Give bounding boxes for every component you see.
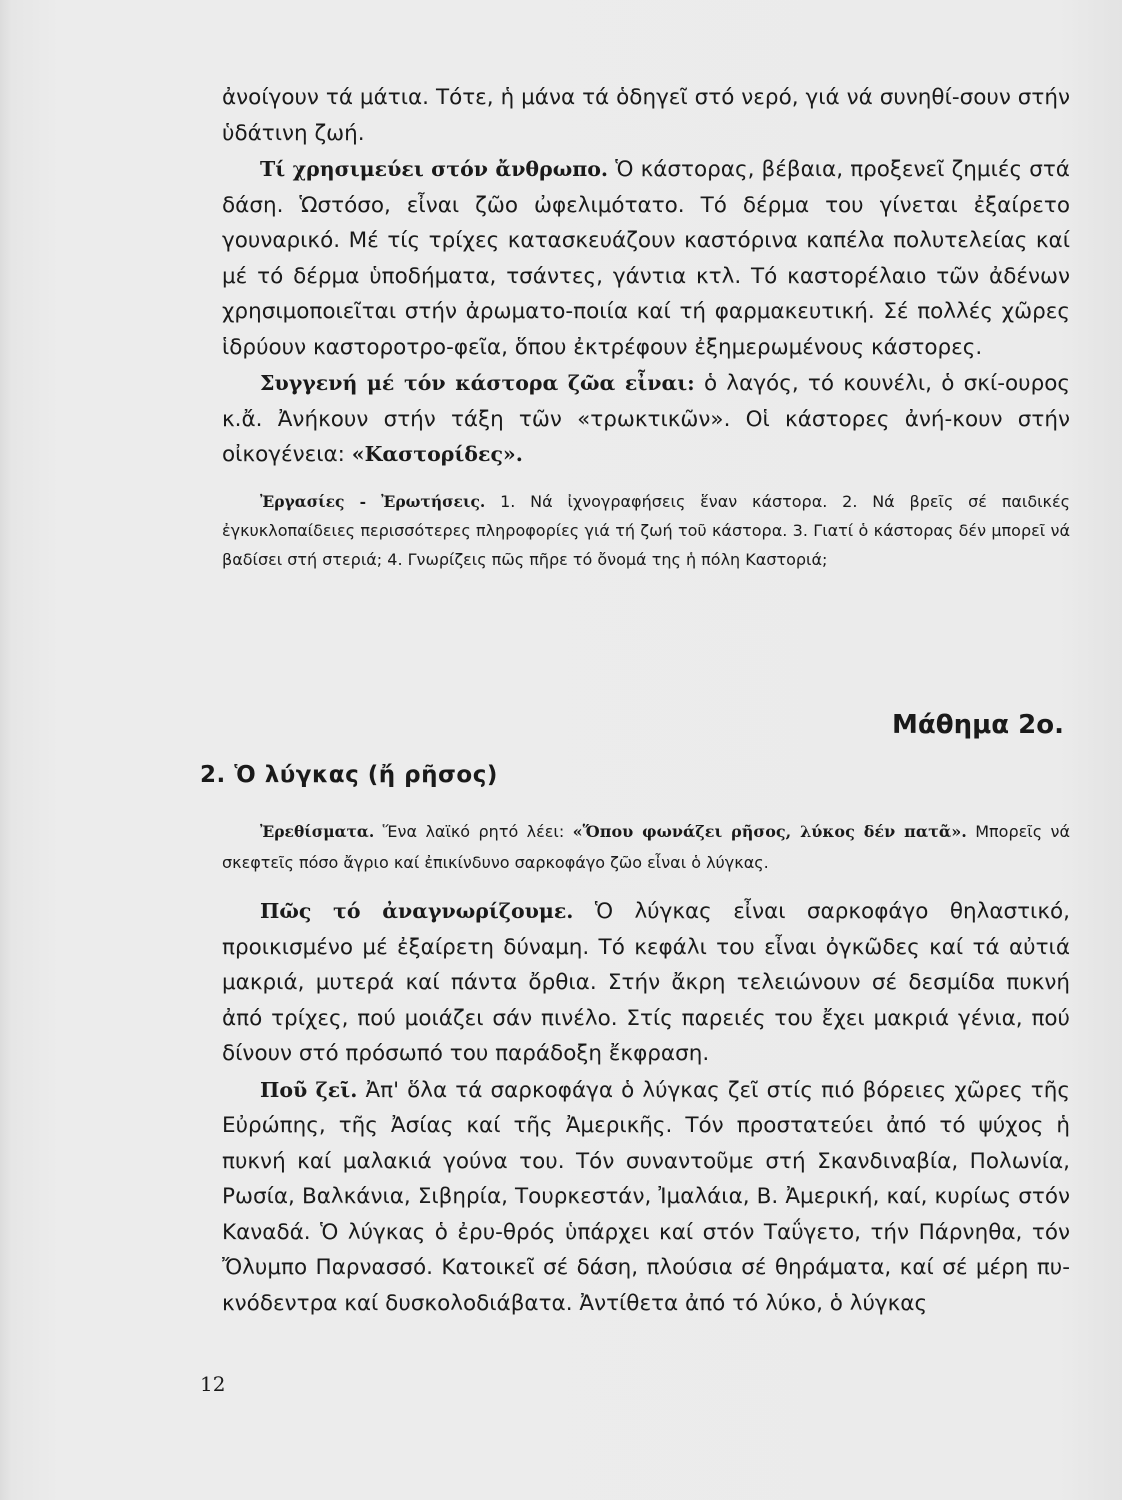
section-title: 2. Ὁ λύγκας (ἤ ρῆσος) (200, 762, 498, 788)
paragraph-recognition (222, 894, 1070, 1072)
paragraph-habitat (222, 1073, 1070, 1322)
page-number: 12 (200, 1372, 226, 1396)
paragraph-text: ὁ λαγός, τό κουνέλι, ὁ σκί-ουρος κ.ἄ. Ἀνήκουν στήν τάξη τῶν «τρωκτικῶν». Οἱ κάστορες ἀνή-κουν στήν οἰκογένεια: (222, 371, 1071, 467)
exercises-paragraph (222, 487, 1070, 574)
stimuli-text-2: Μπορεῖς νά σκεφτεῖς πόσο ἄγριο καί ἐπικίνδυνο σαρκοφάγο ζῶο εἶναι ὁ λύγκας. (222, 822, 1070, 872)
paragraph-bold: «Καστορίδες». (351, 442, 523, 466)
paragraph-lead: Πῶς τό ἀναγνωρίζουμε. (260, 899, 574, 923)
exercises-text: 1. Νά ἰχνογραφήσεις ἕναν κάστορα. 2. Νά βρεῖς σέ παιδικές ἐγκυκλοπαίδειες περισσότερες πληροφορίες γιά τή ζωή τοῦ κάστορα. 3. Γιατί ὁ κάστορας δέν μπορεῖ νά βαδίσει στή στεριά; 4. Γνωρίζεις πῶς πῆρε τό ὄνομά της ἡ πόλη Καστοριά; (222, 491, 1070, 569)
stimuli-lead: Ἐρεθίσματα. (260, 822, 375, 841)
paragraph-text: Ὁ λύγκας εἶναι σαρκοφάγο θηλαστικό, προικισμένο μέ ἐξαίρετη δύναμη. Τό κεφάλι του εἶναι ὀγκῶδες καί τά αὐτιά μακριά, μυτερά καί πάντα ὄρθια. Στήν ἄκρη τελειώνουν σέ δεσμίδα πυκνή ἀπό τρίχες, πού μοιάζει σάν πινέλο. Στίς παρειές του ἔχει μακριά γένια, πού δίνουν στό πρόσωπό του παράδοξη ἔκφραση. (222, 899, 1070, 1066)
paragraph-relatives (222, 366, 1070, 473)
paragraph-text: Ἀπ' ὅλα τά σαρκοφάγα ὁ λύγκας ζεῖ στίς πιό βόρειες χῶρες τῆς Εὐρώπης, τῆς Ἀσίας καί τῆς Ἀμερικῆς. Τόν προστατεύει ἀπό τό ψύχος ἡ πυκνή καί μαλακιά γούνα του. Τόν συναντοῦμε στή Σκανδιναβία, Πολωνία, Ρωσία, Βαλκάνια, Σιβηρία, Τουρκεστάν, Ἰμαλάια, Β. Ἀμερική, καί, κυρίως στόν Καναδά. Ὁ λύγκας ὁ ἐρυ-θρός ὑπάρχει καί στόν Ταΰγετο, τήν Πάρνηθα, τόν Ὄλυμπο Παρνασσό. Κατοικεῖ σέ δάση, πλούσια σέ θηράματα, καί σέ μέρη πυ-κνόδεντρα καί δυσκολοδιάβατα. Ἀντίθετα ἀπό τό λύκο, ὁ λύγκας (222, 1077, 1071, 1316)
paragraph-uses (222, 152, 1070, 365)
paragraph-lead: Τί χρησιμεύει στόν ἄνθρωπο. (260, 157, 609, 181)
paragraph-lead: Συγγενή μέ τόν κάστορα ζῶα εἶναι: (260, 371, 695, 395)
stimuli-paragraph (222, 816, 1070, 878)
stimuli-text: Ἕνα λαϊκό ρητό λέει: (374, 822, 573, 841)
top-text-block (222, 80, 1070, 574)
lesson-heading: Μάθημα 2ο. (892, 710, 1064, 740)
bottom-text-block (222, 816, 1070, 1321)
paragraph-lead: Ποῦ ζεῖ. (260, 1077, 358, 1102)
exercises-lead: Ἐργασίες - Ἐρωτήσεις. (260, 491, 486, 511)
stimuli-quote: «Ὅπου φωνάζει ρῆσος, λύκος δέν πατᾶ». (572, 822, 967, 841)
paragraph-continuation: ἀνοίγουν τά μάτια. Τότε, ἡ μάνα τά ὁδηγεῖ στό νερό, γιά νά συνηθί-σουν στήν ὑδάτινη ζωή. (222, 85, 1070, 146)
paragraph-text: Ὁ κάστορας, βέβαια, προξενεῖ ζημιές στά δάση. Ὡστόσο, εἶναι ζῶο ὠφελιμότατο. Τό δέρμα του γίνεται ἐξαίρετο γουναρικό. Μέ τίς τρίχες κατασκευάζουν καστόρινα καπέλα πολυτελείας καί μέ τό δέρμα ὑποδήματα, τσάντες, γάντια κτλ. Τό καστορέλαιο τῶν ἀδένων χρησιμοποιεῖται στήν ἀρωματο-ποιία καί τή φαρμακευτική. Σέ πολλές χῶρες ἱδρύουν καστοροτρο-φεῖα, ὅπου ἐκτρέφουν ἐξημερωμένους κάστορες. (222, 157, 1070, 360)
